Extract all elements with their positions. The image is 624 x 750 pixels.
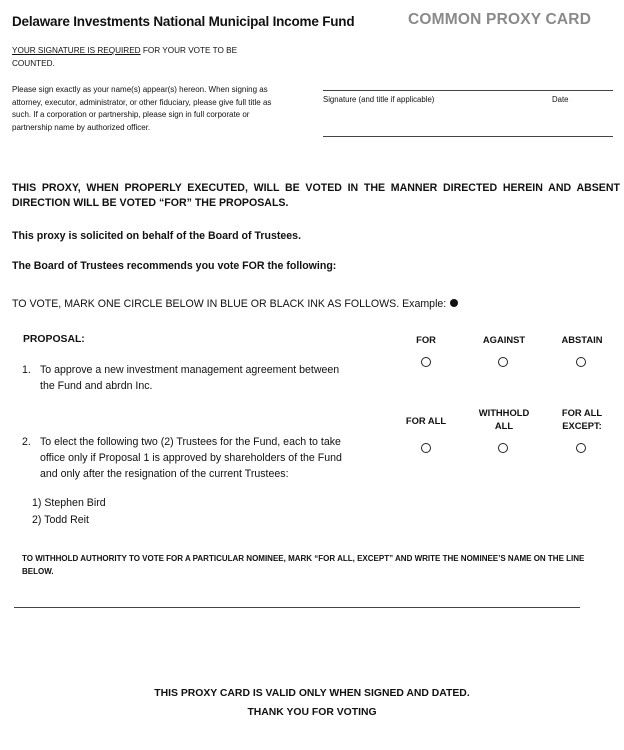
- p1-abstain-header: ABSTAIN: [561, 334, 603, 345]
- p1-abstain-circle[interactable]: [576, 357, 586, 367]
- date-label: Date: [552, 95, 569, 104]
- nominee-exception-line[interactable]: [14, 607, 580, 608]
- fund-name: Delaware Investments National Municipal Income Fund: [12, 14, 355, 29]
- proposal-1-line-1: To approve a new investment management agreement between: [40, 364, 340, 376]
- proposal-1: [22, 362, 402, 396]
- proposal-2-line-2: office only if Proposal 1 is approved by shareholders of the Fund: [40, 452, 342, 464]
- solicited-statement: This proxy is solicited on behalf of the Board of Trustees.: [12, 230, 302, 242]
- proposal-2: [22, 434, 402, 484]
- p2-except-header-line-2: EXCEPT:: [562, 420, 602, 431]
- nominee-2: 2) Todd Reit: [32, 514, 89, 526]
- signing-instructions: Please sign exactly as your name(s) appear(s) hereon. When signing as attorney, executor, administrator, or other fiduciary, please give full title as such. If a corporation or partnership, please sign in full corporate or partnership name by authorized officer.: [12, 85, 272, 132]
- signature-label: Signature (and title if applicable): [323, 95, 435, 104]
- p2-for-all-header: [398, 414, 454, 427]
- proxy-execution-statement: THIS PROXY, WHEN PROPERLY EXECUTED, WILL BE VOTED IN THE MANNER DIRECTED HEREIN AND ABSENT DIRECTION WILL BE VOTED “FOR” THE PROPOSALS.: [12, 182, 620, 209]
- p2-withhold-all-header: [470, 406, 538, 432]
- signature-line[interactable]: [323, 90, 613, 91]
- p1-for-circle[interactable]: [421, 357, 431, 367]
- second-signature-line[interactable]: [323, 136, 613, 137]
- proposal-2-line-3: and only after the resignation of the current Trustees:: [40, 468, 289, 480]
- proposal-2-line-1: To elect the following two (2) Trustees for the Fund, each to take: [40, 436, 341, 448]
- p1-against-header: AGAINST: [482, 334, 526, 345]
- nominee-1: 1) Stephen Bird: [32, 497, 106, 509]
- vote-instruction: [12, 298, 458, 310]
- proposal-1-number: 1.: [22, 364, 31, 376]
- signature-required-rest: FOR YOUR VOTE TO BE COUNTED.: [12, 46, 238, 68]
- p2-for-all-header-line-1: FOR ALL: [405, 415, 447, 426]
- p2-for-all-except-circle[interactable]: [576, 443, 586, 453]
- p2-withhold-all-circle[interactable]: [498, 443, 508, 453]
- p2-withhold-header-line-2: ALL: [494, 420, 514, 431]
- proposal-1-line-2: the Fund and abrdn Inc.: [40, 380, 153, 392]
- card-title: COMMON PROXY CARD: [408, 11, 592, 28]
- withhold-authority-note: TO WITHHOLD AUTHORITY TO VOTE FOR A PARTICULAR NOMINEE, MARK “FOR ALL, EXCEPT” AND WRITE THE NOMINEE’S NAME ON THE LINE BELOW.: [22, 554, 585, 576]
- vote-instruction-text: TO VOTE, MARK ONE CIRCLE BELOW IN BLUE OR BLACK INK AS FOLLOWS. Example:: [12, 298, 447, 310]
- p1-for-header: FOR: [416, 334, 436, 345]
- p1-against-circle[interactable]: [498, 357, 508, 367]
- p2-for-all-except-header: [548, 406, 616, 432]
- p2-for-all-circle[interactable]: [421, 443, 431, 453]
- p2-withhold-header-line-1: WITHHOLD: [478, 407, 530, 418]
- signature-required-note: [12, 44, 282, 70]
- proposal-header: PROPOSAL:: [23, 334, 85, 345]
- p2-except-header-line-1: FOR ALL: [561, 407, 603, 418]
- example-filled-circle-icon: [450, 299, 458, 307]
- footer-validity: THIS PROXY CARD IS VALID ONLY WHEN SIGNED AND DATED.: [154, 688, 470, 699]
- footer-thanks: THANK YOU FOR VOTING: [247, 707, 377, 718]
- proposal-2-number: 2.: [22, 436, 31, 448]
- recommends-statement: The Board of Trustees recommends you vote FOR the following:: [12, 260, 337, 272]
- signature-required-emphasis: YOUR SIGNATURE IS REQUIRED: [12, 46, 141, 55]
